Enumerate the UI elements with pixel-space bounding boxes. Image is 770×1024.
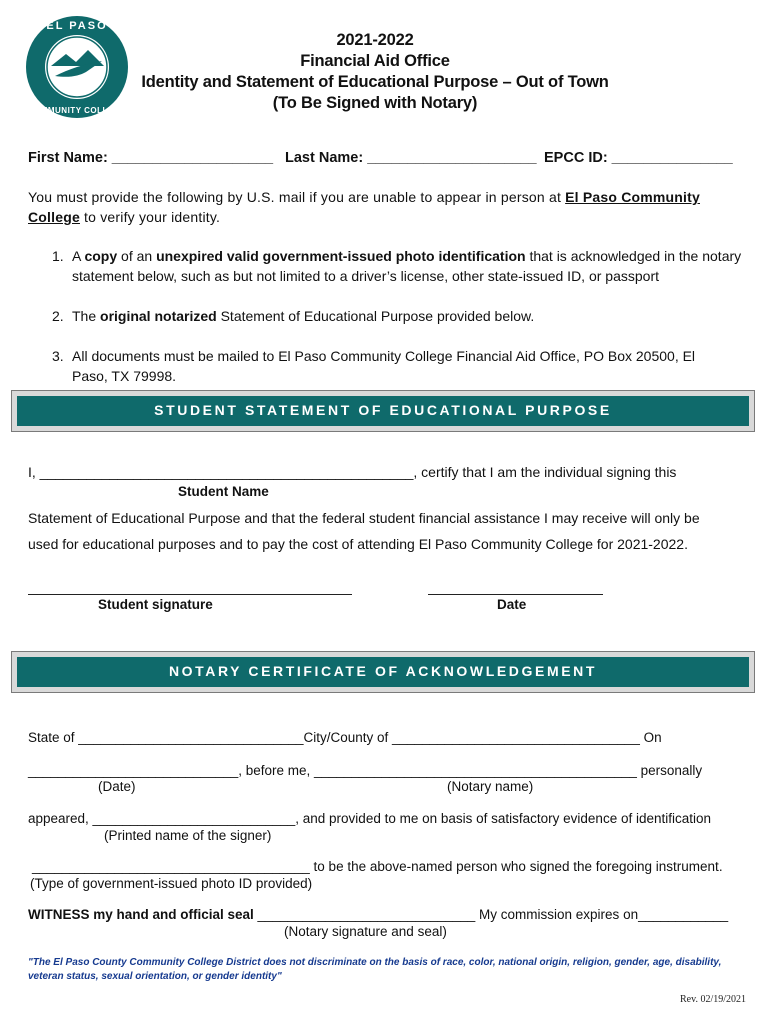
item-text-line2: Paso, TX 79998. (72, 368, 177, 384)
requirement-item-3 (52, 346, 752, 384)
title-form: Identity and Statement of Educational Purpose – Out of Town (141, 73, 609, 91)
nondiscrimination-statement: "The El Paso County Community College District does not discriminate on the basis of race, color, national origin, religion, gender, age, disability, veteran status, sexual orientation, or gender identity" (28, 957, 722, 982)
date-notary-line[interactable]: ____________________________, before me, ___________________________________________ personally (28, 763, 703, 778)
item-number: 1. (52, 248, 64, 264)
id-type-caption: (Type of government-issued photo ID provided) (30, 876, 313, 891)
state-county-line[interactable]: State of ______________________________City/County of _________________________________ On (28, 730, 662, 745)
item-text: The (72, 308, 101, 324)
college-logo (24, 14, 130, 120)
item-number: 2. (52, 308, 64, 324)
requirement-item-1 (52, 246, 752, 284)
student-name-label: Student Name (178, 484, 269, 499)
revision-date: Rev. 02/19/2021 (679, 994, 746, 1005)
statement-line-2: used for educational purposes and to pay the cost of attending El Paso Community College for 2021-2022. (28, 536, 688, 552)
certify-line[interactable]: I, ________________________________________________, certify that I am the individual signing this (28, 464, 677, 480)
witness-line[interactable] (28, 907, 728, 922)
requirement-item-2 (52, 306, 752, 326)
student-statement-banner (11, 390, 755, 432)
item-text: A (72, 248, 85, 264)
appeared-line[interactable]: appeared, ___________________________, and provided to me on basis of satisfactory evidence of identification (28, 811, 712, 826)
epcc-id-field[interactable]: EPCC ID: _______________ (544, 150, 733, 166)
item-text-line2: statement below, such as but not limited to a driver’s license, other state-issued ID, or passport (72, 268, 659, 284)
intro-college-link[interactable]: El Paso Community (565, 189, 700, 205)
svg-text:EL PASO: EL PASO (46, 20, 108, 32)
notary-name-caption: (Notary name) (447, 779, 534, 794)
banner-label: NOTARY CERTIFICATE OF ACKNOWLEDGEMENT (17, 657, 749, 687)
student-signature-line[interactable] (28, 594, 352, 595)
seal-caption: (Notary signature and seal) (284, 924, 447, 939)
item-bold: unexpired valid government-issued photo identification (156, 248, 526, 264)
item-text: that is acknowledged in the notary (525, 248, 742, 264)
title-office: Financial Aid Office (300, 52, 450, 70)
date-line[interactable] (428, 594, 603, 595)
item-text-line1: All documents must be mailed to El Paso Community College Financial Aid Office, PO Box 20500, El (72, 348, 696, 364)
notary-certificate-banner (11, 651, 755, 693)
last-name-field[interactable]: Last Name: _____________________ (285, 150, 537, 166)
banner-label: STUDENT STATEMENT OF EDUCATIONAL PURPOSE (17, 396, 749, 426)
intro-suffix: to verify your identity. (79, 209, 221, 225)
item-number: 3. (52, 348, 64, 364)
statement-line-1: Statement of Educational Purpose and that the federal student financial assistance I may receive will only be (28, 510, 700, 526)
witness-label: WITNESS my hand and official seal (28, 907, 254, 922)
intro-paragraph (28, 187, 744, 227)
date-caption: (Date) (98, 779, 136, 794)
first-name-field[interactable]: First Name: ____________________ (28, 150, 274, 166)
item-bold: copy (84, 248, 118, 264)
item-text: of an (117, 248, 157, 264)
title-note: (To Be Signed with Notary) (272, 94, 478, 112)
signer-caption: (Printed name of the signer) (104, 828, 272, 843)
id-type-line[interactable]: _____________________________________ to be the above-named person who signed the foregoing instrument. (32, 859, 723, 874)
intro-college-link-cont[interactable]: College (28, 209, 80, 225)
title-year: 2021-2022 (336, 31, 414, 49)
intro-prefix: You must provide the following by U.S. mail if you are unable to appear in person at (28, 189, 566, 205)
commission-text: _____________________________ My commission expires on____________ (253, 907, 729, 922)
svg-text:COMMUNITY COLLEGE: COMMUNITY COLLEGE (27, 106, 127, 115)
student-signature-label: Student signature (98, 597, 213, 612)
date-label: Date (497, 597, 527, 612)
item-text: Statement of Educational Purpose provided below. (216, 308, 535, 324)
item-bold: original notarized (100, 308, 217, 324)
